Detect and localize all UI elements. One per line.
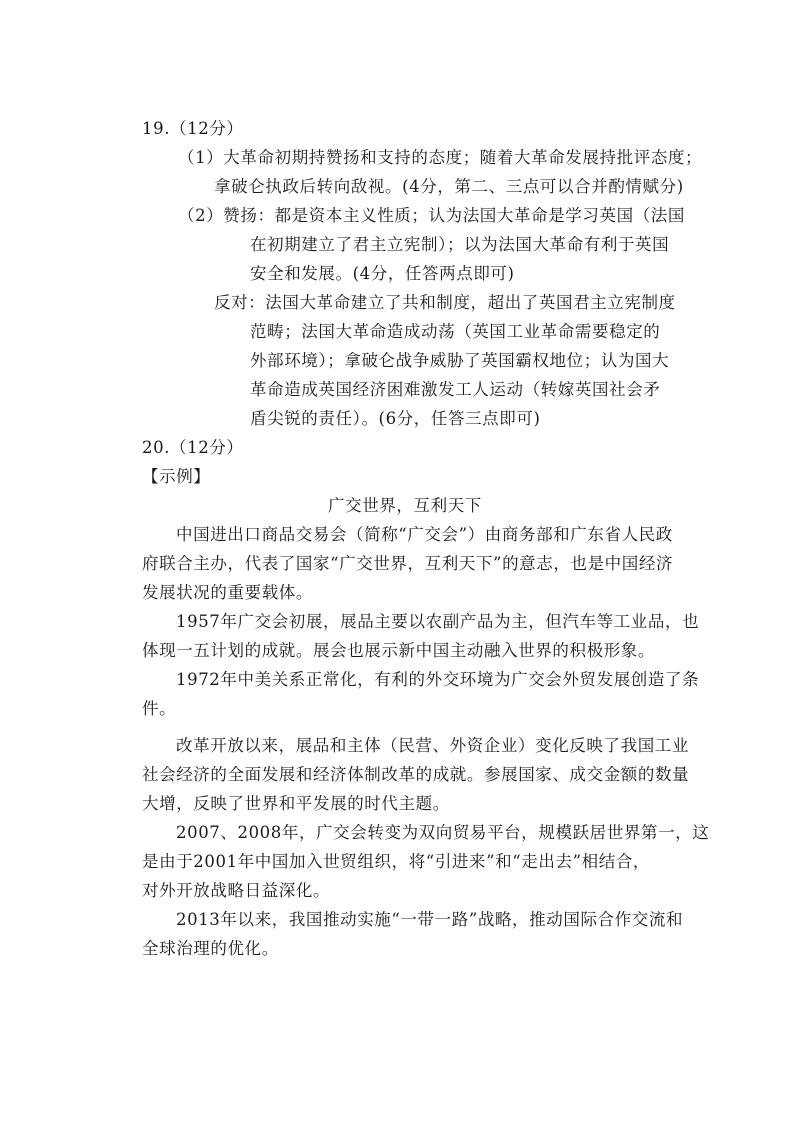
q19-part1-line1: （1）大革命初期持赞扬和支持的态度；随着大革命发展持批评态度； [178, 148, 703, 167]
essay-p5-line2: 是由于2001年中国加入世贸组织，将“引进来”和“走出去”相结合， [142, 852, 651, 871]
essay-p2-line1: 1957年广交会初展，展品主要以农副产品为主，但汽车等工业品，也 [176, 612, 700, 631]
essay-p1-line3: 发展状况的重要载体。 [142, 583, 313, 602]
essay-p5-line3: 对外开放战略日益深化。 [142, 881, 331, 900]
q19-oppose-line4: 革命造成英国经济困难激发工人运动（转嫁英国社会矛 [250, 380, 661, 399]
q19-oppose-line5: 盾尖锐的责任）。(6分，任答三点即可) [250, 409, 541, 428]
essay-p1-line2: 府联合主办，代表了国家“广交世界，互利天下”的意志，也是中国经济 [142, 554, 674, 573]
essay-p4-line1: 改革开放以来，展品和主体（民营、外资企业）变化反映了我国工业 [176, 736, 689, 755]
essay-p6-line1: 2013年以来，我国推动实施“一带一路”战略，推动国际合作交流和 [176, 910, 684, 929]
q19-part2-line1: （2）赞扬：都是资本主义性质；认为法国大革命是学习英国（法国 [178, 206, 685, 225]
essay-p3-line2: 件。 [142, 699, 177, 718]
essay-p1-line1: 中国进出口商品交易会（简称“广交会”）由商务部和广东省人民政 [176, 525, 673, 544]
essay-p4-line2: 社会经济的全面发展和经济体制改革的成就。参展国家、成交金额的数量 [142, 765, 690, 784]
q19-heading: 19.（12分） [142, 119, 244, 138]
essay-p4-line3: 大增，反映了世界和平发展的时代主题。 [142, 794, 450, 813]
q19-part2-line2: 在初期建立了君主立宪制）；以为法国大革命有利于英国 [250, 235, 670, 254]
q20-example-label: 【示例】 [142, 467, 211, 486]
essay-p6-line2: 全球治理的优化。 [142, 939, 279, 958]
essay-p3-line1: 1972年中美关系正常化，有利的外交环境为广交会外贸发展创造了条 [176, 670, 700, 689]
essay-p2-line2: 体现一五计划的成就。展会也展示新中国主动融入世界的积极形象。 [142, 641, 655, 660]
q19-oppose-line2: 范畴；法国大革命造成动荡（英国工业革命需要稳定的 [250, 322, 661, 341]
q19-part2-line3: 安全和发展。(4分，任答两点即可) [250, 264, 515, 283]
essay-p5-line1: 2007、2008年，广交会转变为双向贸易平台，规模跃居世界第一，这 [176, 823, 710, 842]
q19-oppose-line3: 外部环境）；拿破仑战争威胁了英国霸权地位；认为国大 [250, 351, 670, 370]
essay-title: 广交世界，互利天下 [328, 496, 482, 515]
q20-heading: 20.（12分） [142, 438, 244, 457]
q19-part1-line2: 拿破仑执政后转向敌视。(4分，第二、三点可以合并酌情赋分) [214, 177, 684, 196]
q19-oppose-line1: 反对：法国大革命建立了共和制度，超出了英国君主立宪制度 [214, 293, 676, 312]
